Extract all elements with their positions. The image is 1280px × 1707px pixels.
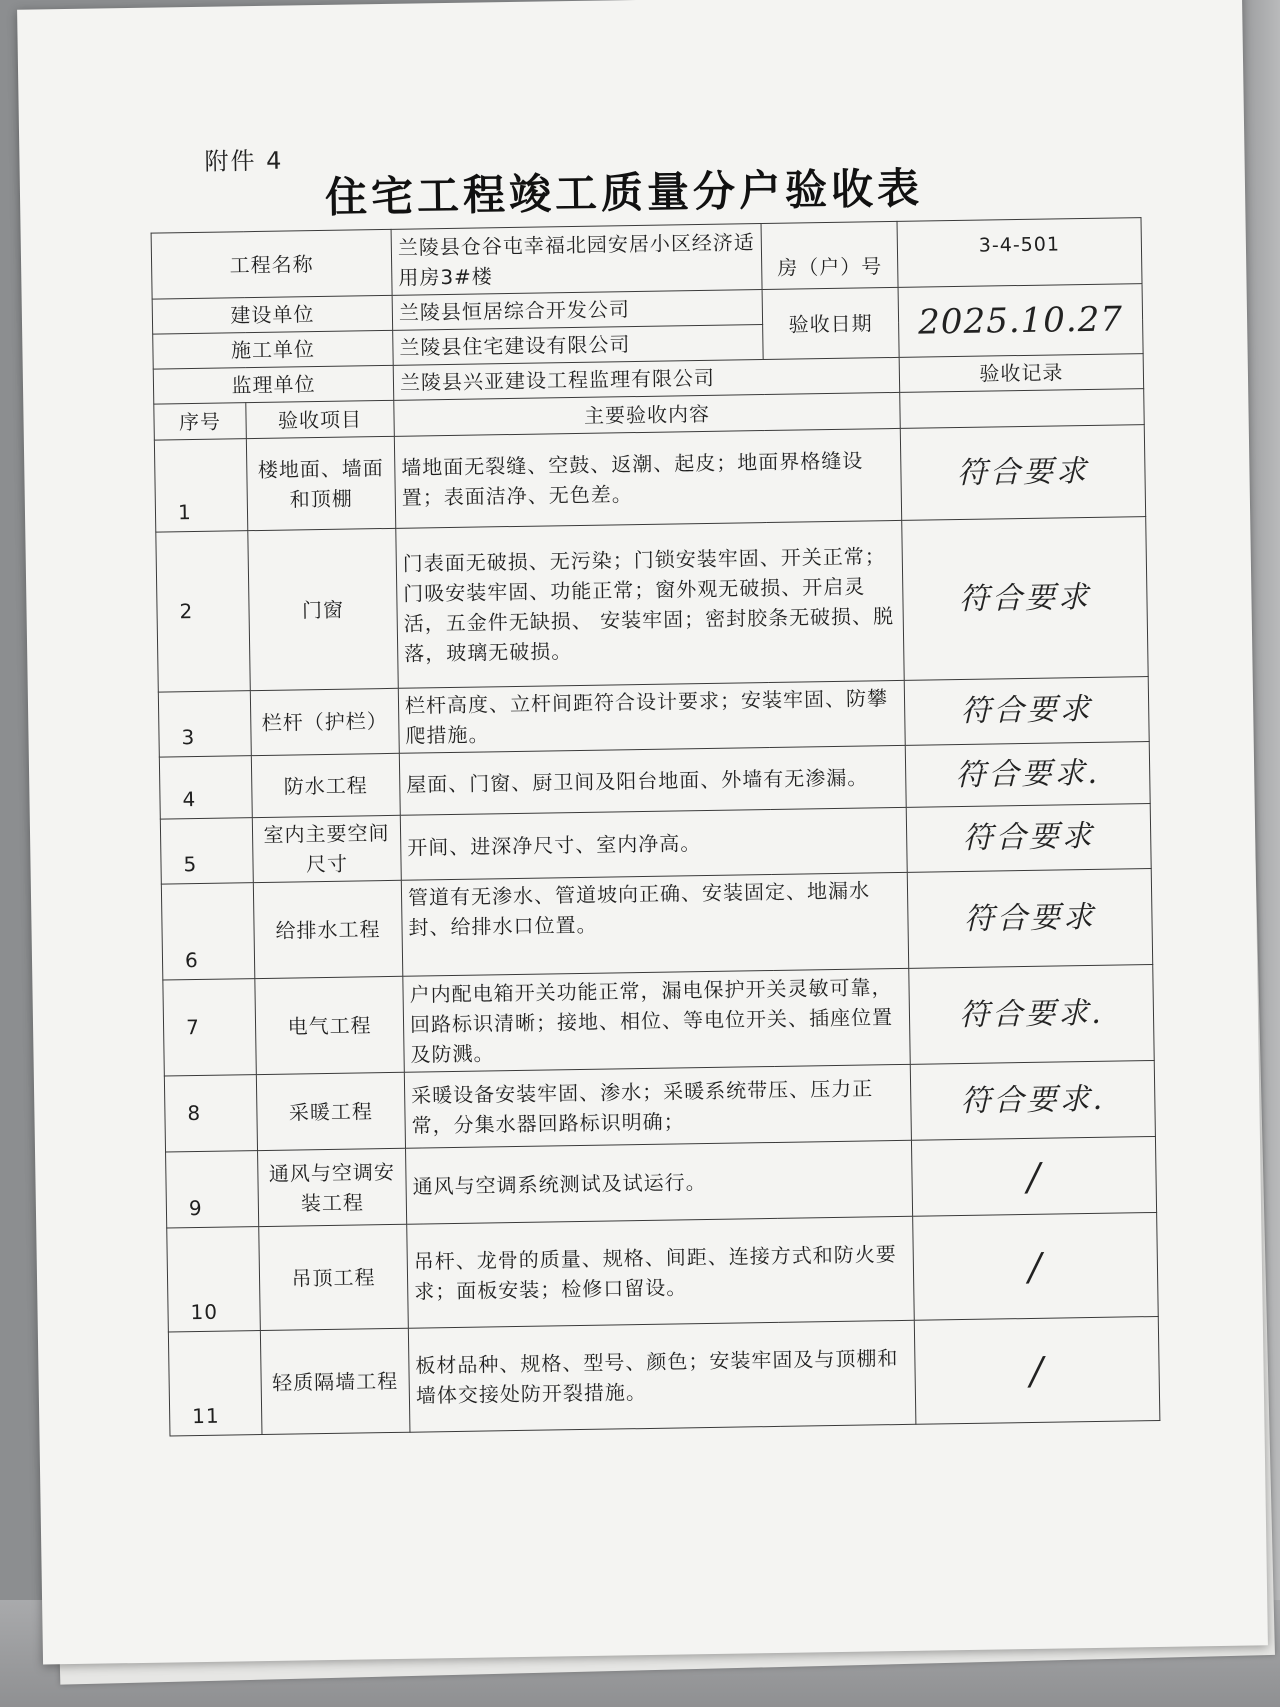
attachment-label: 附件 4 [204,146,284,176]
row-seq: 3 [158,691,251,757]
date-value: 2025.10.27 [898,284,1143,358]
row-item: 栏杆（护栏） [250,688,399,755]
row-content: 户内配电箱开关功能正常，漏电保护开关灵敏可靠，回路标识清晰；接地、相位、等电位开关、插座位置及防溅。 [403,968,910,1072]
row-item: 电气工程 [255,976,404,1074]
row-content: 通风与空调系统测试及试运行。 [406,1140,913,1224]
item-header: 验收项目 [246,400,395,438]
row-record-handwritten: 符合要求. [905,742,1150,808]
row-item: 门窗 [248,528,398,690]
document-page [17,0,1268,1665]
room-label: 房（户）号 [761,221,898,289]
row-content: 门表面无破损、无污染；门锁安装牢固、开关正常；门吸安装牢固、功能正常；窗外观无破损、开启灵活，五金件无缺损、 安装牢固；密封胶条无破损、脱落，玻璃无破损。 [396,520,904,688]
project-name-label: 工程名称 [151,229,392,299]
row-item: 轻质隔墙工程 [260,1328,410,1434]
record-header: 验收记录 [899,354,1144,393]
row-record-handwritten: 符合要求 [906,804,1151,873]
row-record-handwritten: 符合要求. [909,965,1154,1065]
row-seq: 7 [163,979,256,1076]
row-item: 采暖工程 [256,1072,405,1150]
row-seq: 4 [159,756,252,819]
row-record-handwritten: 符合要求 [900,425,1145,521]
row-record-handwritten: / [914,1316,1160,1424]
row-content: 栏杆高度、立杆间距符合设计要求；安装牢固、防攀爬措施。 [398,680,905,753]
supervisor-value: 兰陵县兴亚建设工程监理有限公司 [393,357,899,400]
row-content: 开间、进深净尺寸、室内净高。 [400,807,907,880]
row-item: 防水工程 [251,753,400,817]
row-record-handwritten: / [913,1212,1159,1320]
row-record-handwritten: 符合要求 [902,517,1148,681]
row-item: 室内主要空间尺寸 [252,815,401,882]
table-row [167,1212,1159,1332]
row-content: 管道有无渗水、管道坡向正确、安装固定、地漏水封、给排水口位置。 [401,872,908,976]
row-record-handwritten: 符合要求 [904,677,1149,746]
content-header: 主要验收内容 [394,392,901,436]
row-content: 吊杆、龙骨的质量、规格、间距、连接方式和防火要求；面板安装；检修口留设。 [407,1216,915,1328]
row-item: 楼地面、墙面和顶棚 [246,436,395,530]
row-seq: 2 [156,531,251,692]
row-record-handwritten: 符合要求 [907,869,1152,969]
row-content: 墙地面无裂缝、空鼓、返潮、起皮；地面界格缝设置；表面洁净、无色差。 [394,428,901,528]
row-seq: 8 [164,1075,257,1152]
row-seq: 10 [167,1227,261,1332]
builder-value: 兰陵县恒居综合开发公司 [392,290,763,331]
contractor-label: 施工单位 [153,330,394,369]
row-content: 屋面、门窗、厨卫间及阳台地面、外墙有无渗漏。 [399,745,906,815]
builder-label: 建设单位 [152,295,393,334]
row-content: 板材品种、规格、型号、颜色；安装牢固及与顶棚和墙体交接处防开裂措施。 [408,1320,916,1432]
row-item: 给排水工程 [253,880,402,978]
table-row [156,517,1148,693]
table-row [168,1316,1160,1436]
row-seq: 9 [166,1151,259,1228]
project-name-value: 兰陵县仓谷屯幸福北园安居小区经济适用房3#楼 [391,224,762,296]
row-seq: 1 [154,439,247,532]
row-record-handwritten: 符合要求. [910,1060,1155,1140]
contractor-value: 兰陵县住宅建设有限公司 [393,325,764,366]
inspection-table [151,217,1161,1436]
record-header-blank [900,389,1145,429]
row-item: 吊顶工程 [259,1224,409,1330]
document-title: 住宅工程竣工质量分户验收表 [324,163,924,222]
row-item: 通风与空调安装工程 [258,1148,407,1226]
row-content: 采暖设备安装牢固、渗水；采暖系统带压、压力正常，分集水器回路标识明确； [404,1064,911,1148]
row-seq: 5 [160,818,253,884]
table-row [163,965,1154,1077]
row-seq: 6 [161,883,254,980]
table-row [161,869,1152,981]
seq-header: 序号 [154,403,247,440]
date-label: 验收日期 [762,287,899,359]
supervisor-label: 监理单位 [153,365,394,404]
room-value: 3-4-501 [897,218,1142,288]
table-row [154,425,1145,533]
row-record-handwritten: / [911,1136,1156,1216]
row-seq: 11 [168,1331,262,1436]
